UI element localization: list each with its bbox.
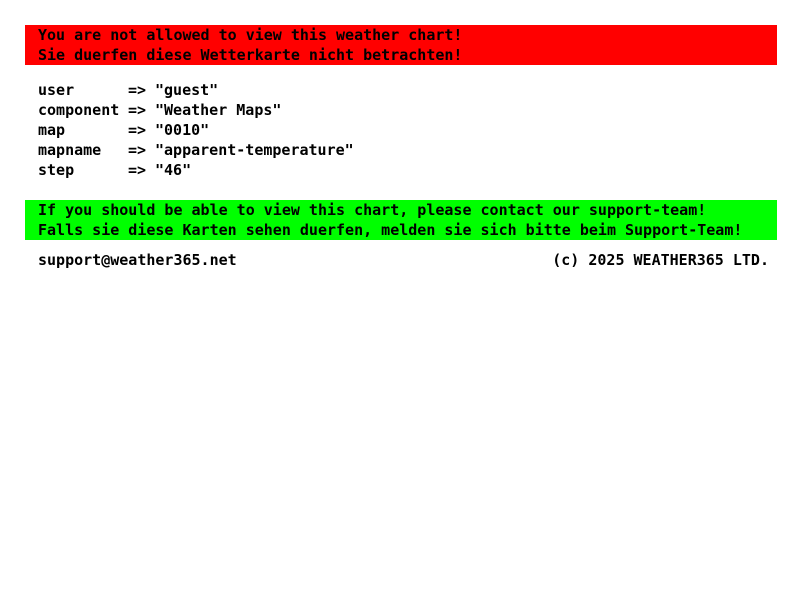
detail-row-component	[38, 100, 354, 120]
detail-arrow: =>	[128, 121, 147, 139]
footer	[38, 250, 769, 270]
detail-key: mapname	[38, 141, 102, 159]
detail-arrow: =>	[128, 161, 147, 179]
support-banner	[25, 200, 777, 240]
detail-key: user	[38, 81, 75, 99]
detail-value: "0010"	[155, 121, 210, 139]
detail-value: "guest"	[155, 81, 219, 99]
detail-row-user	[38, 80, 354, 100]
support-message-en: If you should be able to view this chart, please contact our support-team!	[38, 201, 707, 219]
support-email: support@weather365.net	[38, 251, 237, 269]
detail-row-step	[38, 160, 354, 180]
request-details	[38, 80, 354, 180]
copyright-notice: (c) 2025 WEATHER365 LTD.	[552, 251, 769, 269]
detail-row-mapname	[38, 140, 354, 160]
error-banner	[25, 25, 777, 65]
detail-key: map	[38, 121, 66, 139]
detail-value: "Weather Maps"	[155, 101, 282, 119]
error-message-en: You are not allowed to view this weather chart!	[38, 26, 463, 44]
detail-value: "46"	[155, 161, 192, 179]
detail-row-map	[38, 120, 354, 140]
error-message-de: Sie duerfen diese Wetterkarte nicht betrachten!	[38, 46, 463, 64]
detail-key: component	[38, 101, 120, 119]
detail-key: step	[38, 161, 75, 179]
detail-arrow: =>	[128, 81, 147, 99]
detail-value: "apparent-temperature"	[155, 141, 354, 159]
support-message-de: Falls sie diese Karten sehen duerfen, melden sie sich bitte beim Support-Team!	[38, 221, 743, 239]
detail-arrow: =>	[128, 101, 147, 119]
detail-arrow: =>	[128, 141, 147, 159]
